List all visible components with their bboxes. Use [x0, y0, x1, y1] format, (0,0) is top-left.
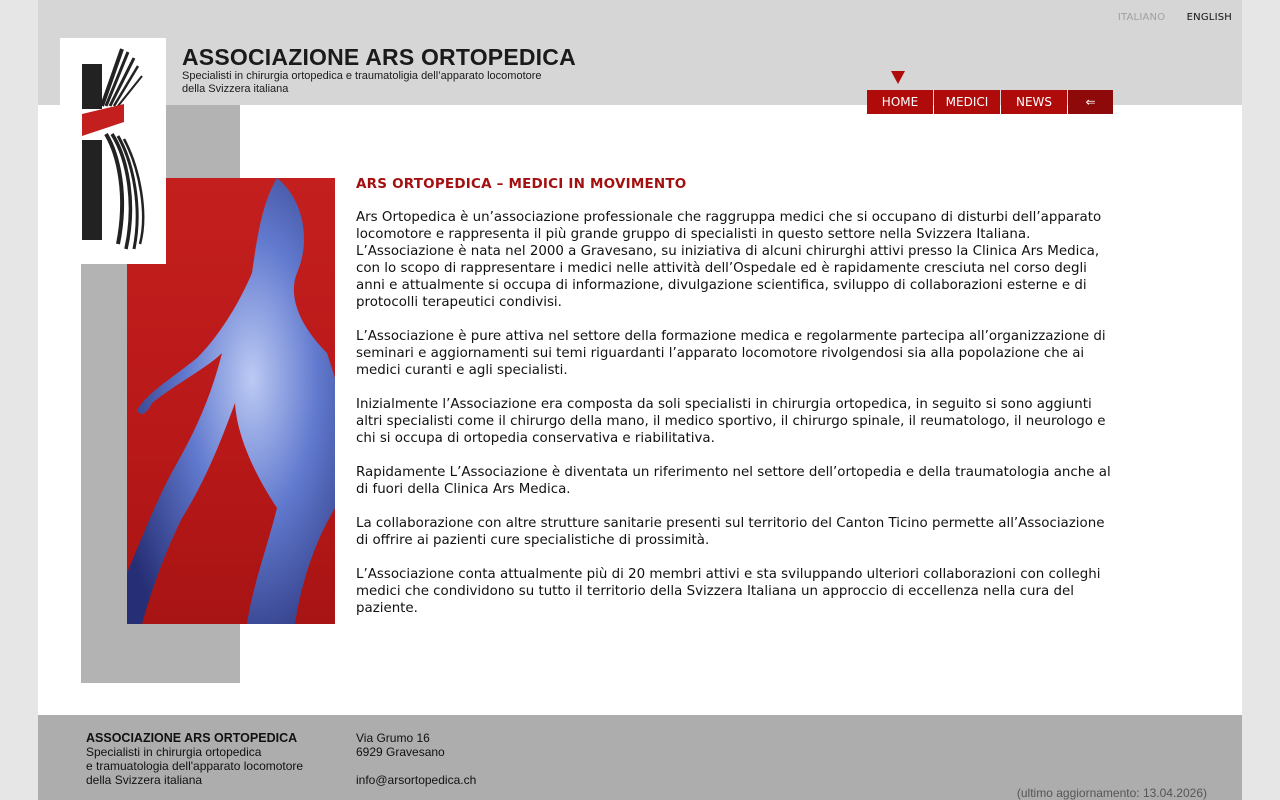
language-switcher [1100, 12, 1232, 23]
paragraph-1: Ars Ortopedica è un’associazione professionale che raggruppa medici che si occupano di disturbi dell’apparato locomotore e rappresenta il più grande gruppo di specialisti in questo settore nella Svizzera Italiana. [356, 210, 1102, 242]
paragraph-intro [356, 209, 1116, 311]
footer-email-link[interactable]: info@arsortopedica.ch [356, 773, 477, 787]
footer-street: Via Grumo 16 [356, 731, 430, 745]
language-italiano-link[interactable]: ITALIANO [1117, 12, 1166, 23]
footer-org-line3: della Svizzera italiana [86, 773, 203, 787]
site-title[interactable]: ASSOCIAZIONE ARS ORTOPEDICA [182, 44, 576, 70]
paragraph-6: La collaborazione con altre strutture sanitarie presenti sul territorio del Canton Ticino permette all’Associazione di offrire ai pazienti cure specialistiche di prossimità. [356, 516, 1105, 548]
footer-city: 6929 Gravesano [356, 745, 445, 759]
paragraph-2: L’Associazione è nata nel 2000 a Gravesano, su iniziativa di alcuni chirurghi attivi presso la Clinica Ars Medica, con lo scopo di rappresentare i medici nelle attività dell’Ospedale ed è rapidamente cresciuta nel corso degli anni e attualmente si occupa di informazione, divulgazione scientifica, sviluppo di collaborazioni esterne e di protocolli terapeutici condivisi. [356, 244, 1100, 310]
main-content [356, 176, 1116, 634]
page [38, 0, 1242, 800]
paragraph-7: L’Associazione conta attualmente più di 20 membri attivi e sta sviluppando ulteriori collaborazioni con colleghi medici che condividono su tutto il territorio della Svizzera Italiana un approccio di eccellenza nella cura del paziente. [356, 567, 1101, 616]
paragraph-4: Inizialmente l’Associazione era composta da soli specialisti in chirurgia ortopedica, in seguito si sono aggiunti altri specialisti come il chirurgo della mano, il medico sportivo, il chirurgo spinale, il reumatologo, il neurologo e chi si occupa di ortopedia conservativa e riabilitativa. [356, 397, 1106, 446]
footer-org-line1: Specialisti in chirurgia ortopedica [86, 745, 262, 759]
footer-org-name: ASSOCIAZIONE ARS ORTOPEDICA [86, 731, 298, 745]
main-heading: ARS ORTOPEDICA – MEDICI IN MOVIMENTO [356, 176, 687, 192]
nav-medici[interactable]: MEDICI [934, 90, 1000, 114]
footer [38, 715, 1242, 800]
paragraph-3: L’Associazione è pure attiva nel settore della formazione medica e regolarmente partecipa all’organizzazione di seminari e aggiornamenti sui temi riguardanti l’apparato locomotore rivolgendosi sia alla popolazione che ai medici curanti e agli specialisti. [356, 329, 1106, 378]
ars-logo-icon [78, 44, 150, 259]
footer-org-line2: e tramuatologia dell'apparato locomotore [86, 759, 304, 773]
nav-news[interactable]: NEWS [1001, 90, 1067, 114]
paragraph-5: Rapidamente L’Associazione è diventata un riferimento nel settore dell’ortopedia e della traumatologia anche al di fuori della Clinica Ars Medica. [356, 465, 1111, 497]
language-english-link[interactable]: ENGLISH [1186, 12, 1232, 23]
main-nav [867, 90, 1114, 114]
nav-back-arrow-icon[interactable]: ⇐ [1068, 90, 1113, 114]
site-subtitle-line2: della Svizzera italiana [182, 83, 289, 95]
footer-organization [86, 731, 303, 787]
logo[interactable] [60, 38, 166, 264]
site-subtitle-line1: Specialisti in chirurgia ortopedica e traumatoligia dell’apparato locomotore [182, 70, 542, 82]
site-subtitle [182, 70, 602, 96]
nav-home[interactable]: HOME [867, 90, 933, 114]
footer-address [356, 731, 476, 787]
last-updated: (ultimo aggiornamento: 13.04.2026) [1016, 786, 1207, 800]
nav-selected-marker-icon [891, 71, 905, 84]
